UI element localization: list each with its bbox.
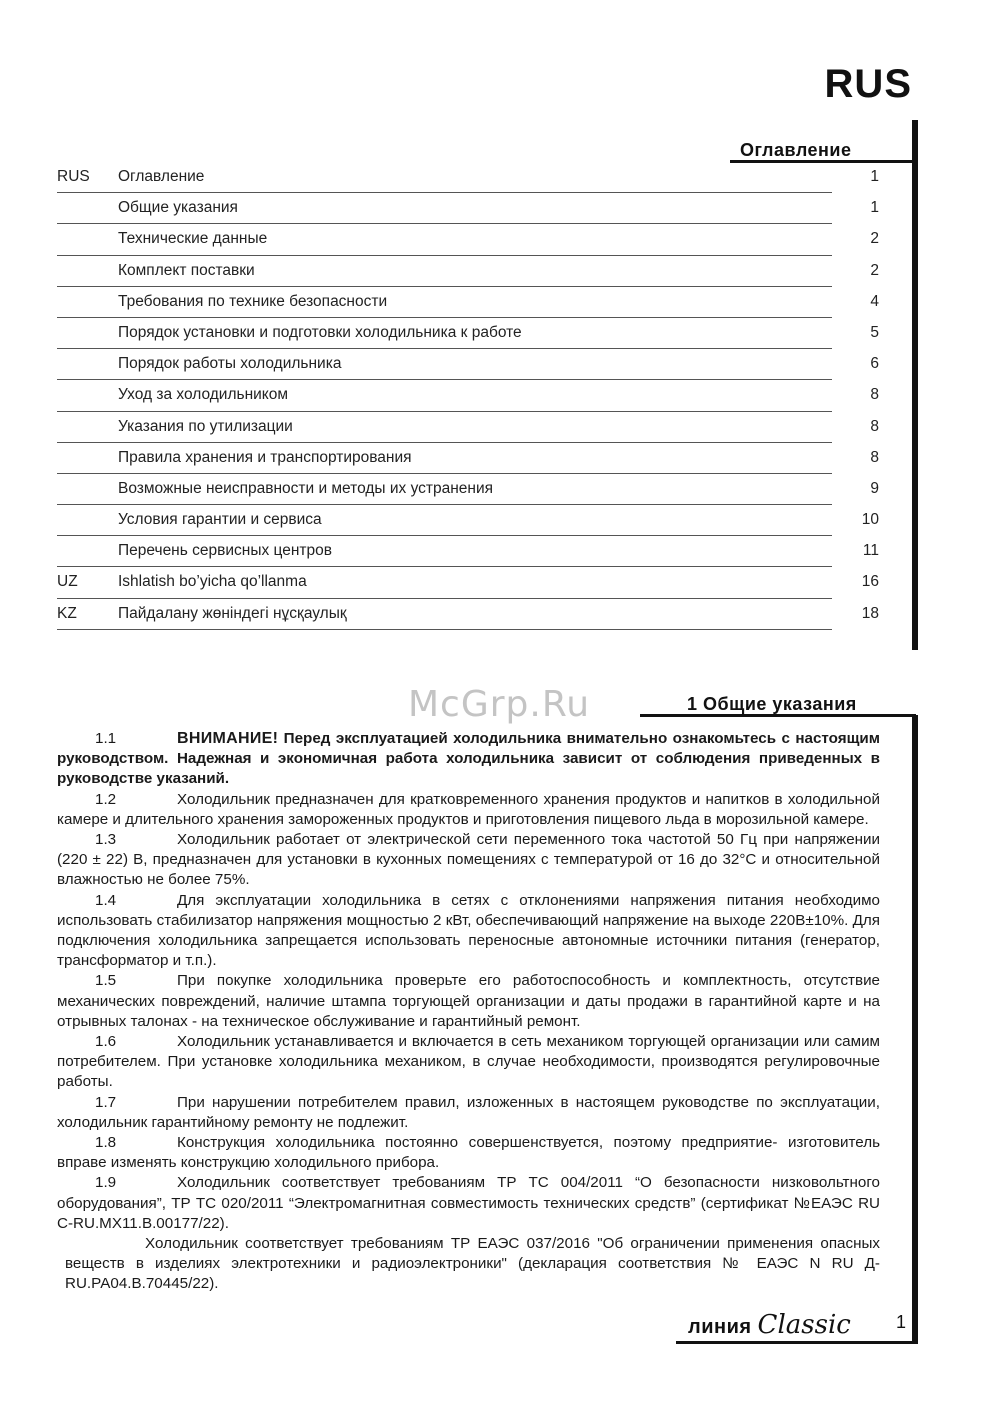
toc-page-number: 2 (870, 230, 879, 248)
toc-page-number: 1 (870, 199, 879, 217)
toc-entry-title: Уход за холодильником (118, 386, 289, 404)
paragraph-text: При покупке холодильника проверьте его работоспособность и комплектность, отсутствие механических повреждений, наличие штампа торгующей организации и даты продажи в гарантийной карте и на отрывных талонах - на техническое обслуживание и гарантийный ремонт. (57, 972, 880, 1030)
paragraph-number: 1.7 (95, 1093, 117, 1111)
paragraph-text: Холодильник соответствует требованиям ТР ТС 004/2011 “О безопасности низковольтного оборудования”, ТР ТС 020/2011 “Электромагнитная совместимость технических средств” (сертификат №ЕАЭС RU С-RU.МХ11.В.00177/22). (57, 1174, 880, 1232)
toc-entry-title: Требования по технике безопасности (118, 292, 388, 310)
toc-row (57, 599, 879, 630)
paragraph-number: 1.8 (95, 1134, 117, 1152)
toc-entry-title: Перечень сервисных центров (118, 542, 332, 560)
section-heading-underline (640, 714, 916, 717)
brand-logo (688, 1310, 851, 1340)
toc-row (57, 318, 879, 349)
paragraph-text: Конструкция холодильника постоянно совершенствуется, поэтому предприятие- изготовитель вправе изменять конструкцию холодильного прибора. (57, 1134, 880, 1172)
paragraph-1-6 (57, 1032, 880, 1093)
toc-language-code: UZ (57, 573, 78, 591)
toc-page-number: 2 (870, 261, 879, 279)
section-body (57, 729, 880, 1295)
toc-entry-title: Указания по утилизации (118, 417, 293, 435)
toc-page-number: 6 (870, 355, 879, 373)
toc-row (57, 474, 879, 505)
toc-entry-title: Комплект поставки (118, 261, 255, 279)
footer-underline (676, 1341, 918, 1344)
vertical-rule-top (912, 120, 918, 650)
paragraph-1-4 (57, 891, 880, 972)
paragraph-text: Холодильник соответствует требованиям ТР ЕАЭС 037/2016 "Об ограничении применения опасных веществ в изделиях электротехники и радиоэлектроники" (декларация соответствия № ЕАЭС N RU Д-RU.РА04.В.70445/22). (65, 1235, 880, 1293)
toc-row (57, 162, 879, 193)
toc-page-number: 8 (870, 417, 879, 435)
toc-page-number: 10 (861, 511, 879, 529)
paragraph-number: 1.2 (95, 790, 117, 808)
toc-entry-title: Технические данные (118, 230, 268, 248)
paragraph-number: 1.3 (95, 831, 117, 849)
paragraph-text: Холодильник устанавливается и включается в сеть механиком торгующей организации или самим потребителем. При установке холодильника механиком, в случае необходимости, производятся регулировочные работы. (57, 1033, 880, 1091)
paragraph-number: 1.4 (95, 891, 117, 909)
paragraph-1-7 (57, 1093, 880, 1133)
paragraph-compliance (57, 1234, 880, 1295)
toc-entry-title: Условия гарантии и сервиса (118, 511, 322, 529)
paragraph-1-9 (57, 1173, 880, 1234)
paragraph-text: Холодильник предназначен для кратковременного хранения продуктов и напитков в холодильной камере и длительного хранения замороженных продуктов и приготовления пищевого льда в морозильной камере. (57, 790, 880, 828)
vertical-rule-bottom (912, 715, 918, 1341)
toc-row (57, 287, 879, 318)
toc-page-number: 1 (870, 168, 879, 185)
toc-page-number: 18 (861, 604, 879, 622)
paragraph-text: При нарушении потребителем правил, изложенных в настоящем руководстве по эксплуатации, холодильник гарантийному ремонту не подлежит. (57, 1093, 880, 1131)
toc-page-number: 8 (870, 448, 879, 466)
section-heading: 1 Общие указания (687, 694, 857, 714)
paragraph-number: 1.9 (95, 1174, 117, 1192)
toc-entry-title: Общие указания (118, 199, 238, 217)
toc-entry-title: Порядок установки и подготовки холодильника к работе (118, 323, 522, 341)
toc-entry-title: Правила хранения и транспортирования (118, 448, 412, 466)
toc-page-number: 5 (870, 323, 879, 341)
toc-entry-title: Возможные неисправности и методы их устранения (118, 479, 494, 497)
paragraph-1-5 (57, 971, 880, 1032)
toc-page-number: 16 (861, 573, 879, 591)
paragraph-1-3 (57, 830, 880, 891)
paragraph-1-2 (57, 790, 880, 830)
watermark: McGrp.Ru (408, 684, 591, 725)
paragraph-number: 1.6 (95, 1033, 117, 1051)
paragraph-1-1 (57, 729, 880, 790)
toc-row (57, 256, 879, 287)
toc-page-number: 9 (870, 479, 879, 497)
warning-label: ВНИМАНИЕ! (177, 730, 279, 747)
toc-row (57, 536, 879, 567)
toc-page-number: 4 (870, 292, 879, 310)
page-number: 1 (896, 1312, 907, 1332)
toc-entry-title: Порядок работы холодильника (118, 355, 342, 373)
toc-row (57, 193, 879, 224)
toc-row (57, 443, 879, 474)
paragraph-text: Холодильник работает от электрической сети переменного тока частотой 50 Гц при напряжении (220 ± 22) В, предназначен для установки в кухонных помещениях с температурой от 16 до 32°С и относительной влажностью не более 75%. (57, 831, 880, 889)
paragraph-number: 1.1 (95, 730, 117, 747)
toc-row (57, 412, 879, 443)
paragraph-text: Для эксплуатации холодильника в сетях с отклонениями напряжения питания необходимо использовать стабилизатор напряжения мощностью 2 кВт, обеспечивающий напряжение на выходе 220В±10%. Для подключения холодильника запрещается использовать переносные автономные источники питания (генератор, трансформатор и т.п.). (57, 891, 880, 970)
toc-page-number: 8 (870, 386, 879, 404)
toc-row (57, 349, 879, 380)
toc-heading: Оглавление (740, 140, 852, 160)
toc-row (57, 567, 879, 598)
paragraph-text: Перед эксплуатацией холодильника внимательно ознакомьтесь с настоящим руководством. Надежная и экономичная работа холодильника зависит от соблюдения приведенных в руководстве указаний. (57, 730, 880, 788)
paragraph-1-8 (57, 1133, 880, 1173)
toc-entry-title: Ishlatish bo’yicha qo’llanma (118, 573, 307, 591)
brand-word: линия (688, 1316, 752, 1338)
toc-language-code: RUS (57, 168, 90, 185)
toc-row (57, 505, 879, 536)
toc-row (57, 380, 879, 411)
table-of-contents (57, 162, 879, 630)
toc-entry-title: Пайдалану жөніндегі нұсқаулық (118, 604, 347, 622)
toc-entry-title: Оглавление (118, 168, 205, 185)
language-code: RUS (824, 62, 912, 106)
toc-language-code: KZ (57, 604, 77, 622)
paragraph-number: 1.5 (95, 972, 117, 990)
brand-script: Classic (757, 1310, 851, 1340)
toc-row (57, 224, 879, 255)
toc-page-number: 11 (862, 542, 879, 560)
